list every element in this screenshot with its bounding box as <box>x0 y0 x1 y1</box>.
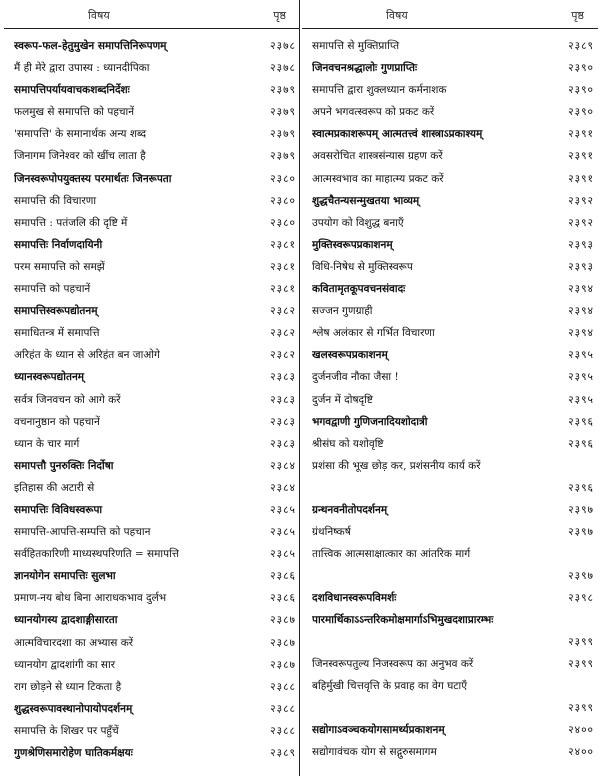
toc-entry <box>302 543 598 587</box>
toc-entry <box>302 499 598 521</box>
toc-entry <box>4 366 300 388</box>
toc-entry <box>4 35 300 57</box>
entry-page-number: २३९० <box>568 62 594 75</box>
toc-entry <box>4 477 300 499</box>
toc-entry <box>4 521 300 543</box>
toc-entry <box>302 123 598 145</box>
entry-page-number: २३८२ <box>270 349 296 362</box>
toc-entry <box>302 212 598 234</box>
entry-page-number: २३८७ <box>270 614 296 627</box>
entry-title: परम समापत्ति को समझें <box>14 260 105 273</box>
entry-page-number: २३९८ <box>568 591 594 604</box>
entry-page-number: २३९९ <box>568 658 594 671</box>
entry-title: समापत्तिः निर्वाणदायिनी <box>14 238 103 251</box>
toc-entry <box>302 168 598 190</box>
entry-page-number: २३८२ <box>270 305 296 318</box>
entry-page-number: २३८० <box>270 194 296 207</box>
entry-title: प्रमाण-नय बोध बिना आराधकभाव दुर्लभ <box>14 592 167 605</box>
entry-page-number: २३८८ <box>270 724 296 737</box>
toc-entry <box>4 300 300 322</box>
entry-page-number: २३८५ <box>270 503 296 516</box>
toc-entry <box>302 609 598 653</box>
page-heading: पृष्ठ <box>273 9 286 22</box>
entry-page-number: २३८८ <box>270 702 296 715</box>
entry-page-number: २३८९ <box>270 747 296 759</box>
toc-entry <box>302 521 598 543</box>
entry-title: सद्योगाऽवञ्चकयोगसामर्थ्यप्रकाशनम् <box>312 724 445 737</box>
entry-page-number: २३८१ <box>270 238 296 251</box>
left-header <box>4 0 300 29</box>
left-entries <box>4 29 300 764</box>
entry-title: ध्यानयोगस्य द्वादशाङ्गीसारता <box>14 614 118 627</box>
entry-title: ग्रन्थनवनीतोपदर्शनम् <box>312 503 388 516</box>
entry-title: राग छोड़ने से ध्यान टिकता है <box>14 680 122 693</box>
entry-page-number: २३८८ <box>270 680 296 693</box>
entry-title: श्रीसंघ को यशोवृष्टि <box>312 437 384 450</box>
entry-page-number: २३८१ <box>270 283 296 296</box>
entry-title: 'समापत्ति' के समानार्थक अन्य शब्द <box>14 128 147 141</box>
entry-page-number: २३९७ <box>568 525 594 538</box>
entry-title: दुर्जन में दोषदृष्टि <box>312 393 373 406</box>
entry-title: भगवद्वाणी गुणिजनादियशोदात्री <box>312 415 428 428</box>
topic-heading: विषय <box>88 9 110 22</box>
entry-page-number: २३८५ <box>270 526 296 539</box>
entry-page-number: २३९७ <box>568 503 594 516</box>
toc-entry <box>4 101 300 123</box>
entry-title: प्रशंसा की भूख छोड़ कर, प्रशंसनीय कार्य करें <box>312 459 481 472</box>
entry-page-number: २३७९ <box>270 84 296 97</box>
toc-entry <box>4 742 300 764</box>
toc-entry <box>4 543 300 565</box>
entry-title: आत्मविचारदशा का अभ्यास करें <box>14 636 134 649</box>
toc-entry <box>4 57 300 79</box>
entry-title: अपने भगवत्स्वरूप को प्रकट करें <box>312 106 435 119</box>
toc-entry <box>302 587 598 609</box>
entry-page-number: २३९५ <box>568 371 594 384</box>
toc-entry <box>4 632 300 654</box>
toc-entry <box>4 654 300 676</box>
toc-entry <box>302 57 598 79</box>
entry-page-number: २३८९ <box>568 40 594 52</box>
entry-title: मुक्तिस्वरूपप्रकाशनम् <box>312 238 393 251</box>
toc-entry <box>302 234 598 256</box>
entry-title: दुर्जनजीव नौका जैसा ! <box>312 371 399 384</box>
entry-title: समापत्तिः विविधस्वरूपा <box>14 503 103 516</box>
entry-title: जिनस्वरूपतुल्य निजस्वरूप का अनुभव करें <box>312 658 474 671</box>
entry-page-number: २३८३ <box>270 371 296 384</box>
toc-entry <box>4 190 300 212</box>
entry-page-number: २३९१ <box>568 150 594 163</box>
entry-title: तात्त्विक आत्मसाक्षात्कार का आंतरिक मार्ग <box>312 547 471 560</box>
entry-title: मैं ही मेरे द्वारा उपास्य : ध्यानदीपिका <box>14 62 150 75</box>
toc-entry <box>302 719 598 741</box>
entry-page-number: २४०० <box>568 724 594 737</box>
entry-page-number: २३७८ <box>270 62 296 75</box>
toc-entry <box>4 676 300 698</box>
toc-entry <box>302 455 598 499</box>
entry-page-number: २३९० <box>568 84 594 97</box>
entry-title: समापत्तिस्वरूपद्योतनम् <box>14 305 98 318</box>
entry-page-number: २३९४ <box>568 305 594 318</box>
toc-entry <box>4 698 300 720</box>
toc-entry <box>302 190 598 212</box>
entry-page-number: २३८३ <box>270 437 296 450</box>
left-column <box>4 0 300 776</box>
entry-title: समापत्तौ पुनरुक्तिः निर्दोषा <box>14 459 114 472</box>
entry-title: दशविधानस्वरूपविमर्शः <box>312 591 397 604</box>
right-header <box>302 0 598 29</box>
toc-entry <box>302 433 598 455</box>
entry-title: ध्यान के चार मार्ग <box>14 437 80 450</box>
toc-entry <box>4 256 300 278</box>
page-heading: पृष्ठ <box>571 9 584 22</box>
entry-page-number: २३८६ <box>270 570 296 583</box>
entry-title: खलस्वरूपप्रकाशनम् <box>312 349 388 362</box>
entry-page-number: २३९२ <box>568 194 594 207</box>
entry-title: सर्वत्र जिनवचन को आगे करें <box>14 393 121 406</box>
entry-page-number: २३९५ <box>568 349 594 362</box>
entry-title: बहिर्मुखी चित्तवृत्ति के प्रवाह का वेग घटाएँ <box>312 680 468 693</box>
entry-title: सर्वहितकारिणी माध्यस्थपरिणति = समापत्ति <box>14 548 180 561</box>
entry-title: उपयोग को विशुद्ध बनाएँ <box>312 216 404 229</box>
entry-page-number: २३८३ <box>270 415 296 428</box>
entry-title: समापत्ति को पहचानें <box>14 283 91 296</box>
toc-entry <box>302 741 598 763</box>
entry-title: समापत्तिपर्यायवाचकशब्दनिर्देशः <box>14 84 130 97</box>
toc-entry <box>4 609 300 631</box>
toc-entry <box>302 675 598 719</box>
entry-title: आत्मस्वभाव का माहात्म्य प्रकट करें <box>312 172 444 185</box>
entry-page-number: २३७९ <box>270 106 296 119</box>
toc-entry <box>4 234 300 256</box>
entry-title: ग्रंथनिष्कर्ष <box>312 525 351 538</box>
entry-title: समापत्ति-आपत्ति-सम्पत्ति को पहचान <box>14 526 151 539</box>
entry-title: स्वरूप-फल-हेतुमुखेन समापत्तिनिरूपणम् <box>14 40 167 52</box>
entry-title: गुणश्रेणिसमारोहेण घातिकर्मक्षयः <box>14 747 133 759</box>
entry-page-number: २३९६ <box>568 481 594 494</box>
entry-title: सद्योगावंचक योग से सद्गुरुसमागम <box>312 746 437 759</box>
entry-page-number: २३९४ <box>568 327 594 340</box>
entry-page-number: २३८६ <box>270 592 296 605</box>
toc-entry <box>4 499 300 521</box>
entry-page-number: २३९३ <box>568 260 594 273</box>
toc-entry <box>4 587 300 609</box>
entry-page-number: २३८२ <box>270 327 296 340</box>
topic-heading: विषय <box>386 9 408 22</box>
entry-title: समापत्ति द्वारा शुक्लध्यान कर्मनाशक <box>312 84 447 97</box>
entry-title: ज्ञानयोगेन समापत्तिः सुलभा <box>14 570 116 583</box>
entry-page-number: २३८४ <box>270 459 296 472</box>
toc-entry <box>4 411 300 433</box>
entry-page-number: २३९० <box>568 106 594 119</box>
entry-page-number: २३९९ <box>568 636 594 649</box>
entry-title: शुद्धचैतन्यसन्मुखतया भाव्यम् <box>312 194 420 207</box>
toc-entry <box>302 278 598 300</box>
toc-entry <box>4 322 300 344</box>
entry-title: पारमार्थिकाऽऽन्तरिकमोक्षमार्गाऽभिमुखदशाप्रारम्भः <box>312 614 494 627</box>
right-entries <box>302 29 598 763</box>
toc-entry <box>302 101 598 123</box>
toc-entry <box>4 720 300 742</box>
entry-title: समापत्ति के शिखर पर पहुँचें <box>14 724 119 737</box>
entry-page-number: २३९७ <box>568 569 594 582</box>
entry-page-number: २३९३ <box>568 238 594 251</box>
entry-page-number: २३९६ <box>568 415 594 428</box>
entry-page-number: २३९१ <box>568 172 594 185</box>
entry-title: कवितामृतकूपवचनसंवादः <box>312 283 406 296</box>
entry-title: समापत्ति से मुक्तिप्राप्ति <box>312 40 400 52</box>
toc-entry <box>302 35 598 57</box>
right-column <box>302 0 598 776</box>
entry-page-number: २३७९ <box>270 150 296 163</box>
toc-entry <box>302 344 598 366</box>
toc-entry <box>302 389 598 411</box>
entry-page-number: २३८० <box>270 216 296 229</box>
entry-title: विधि-निषेध से मुक्तिस्वरूप <box>312 260 413 273</box>
entry-title: समाधितन्त्र में समापत्ति <box>14 327 100 340</box>
entry-title: जिनस्वरूपोपयुक्तस्य परमार्थतः जिनरूपता <box>14 172 172 185</box>
entry-page-number: २३९६ <box>568 437 594 450</box>
entry-page-number: २३८३ <box>270 393 296 406</box>
entry-title: शुद्धस्वरूपावस्थानोपायोपदर्शनम् <box>14 702 133 715</box>
toc-entry <box>302 322 598 344</box>
entry-page-number: २३८० <box>270 172 296 185</box>
entry-page-number: २३७८ <box>270 40 296 52</box>
toc-entry <box>4 565 300 587</box>
entry-title: ध्यानस्वरूपद्योतनम् <box>14 371 85 384</box>
entry-page-number: २३९४ <box>568 283 594 296</box>
entry-page-number: २३९५ <box>568 393 594 406</box>
toc-entry <box>302 300 598 322</box>
entry-title: अवसरोचित शास्त्रसंन्यास ग्रहण करें <box>312 150 443 163</box>
toc-entry <box>4 168 300 190</box>
toc-entry <box>4 79 300 101</box>
toc-entry <box>4 278 300 300</box>
entry-title: ध्यानयोग द्वादशांगी का सार <box>14 658 116 671</box>
toc-entry <box>302 79 598 101</box>
entry-page-number: २४०० <box>568 746 594 759</box>
toc-entry <box>4 389 300 411</box>
entry-title: फलमुख से समापत्ति को पहचानें <box>14 106 135 119</box>
entry-title: अरिहंत के ध्यान से अरिहंत बन जाओगे <box>14 349 160 362</box>
toc-entry <box>302 145 598 167</box>
toc-entry <box>302 256 598 278</box>
entry-title: समापत्ति : पतंजलि की दृष्टि में <box>14 216 128 229</box>
entry-title: श्लेष अलंकार से गर्भित विचारणा <box>312 327 435 340</box>
entry-title: समापत्ति की विचारणा <box>14 194 97 207</box>
entry-page-number: २३७९ <box>270 128 296 141</box>
toc-entry <box>4 344 300 366</box>
toc-entry <box>4 123 300 145</box>
entry-page-number: २३८७ <box>270 658 296 671</box>
toc-entry <box>4 212 300 234</box>
entry-page-number: २३९२ <box>568 216 594 229</box>
entry-title: स्वात्मप्रकाशरूपम् आत्मतत्त्वं शास्त्राऽप्रकाश्यम् <box>312 128 483 141</box>
entry-page-number: २३८१ <box>270 260 296 273</box>
entry-page-number: २३८४ <box>270 481 296 494</box>
entry-title: वचनानुष्ठान को पहचानें <box>14 415 100 428</box>
entry-title: जिनवचनश्रद्धालोः गुणप्राप्तिः <box>312 62 418 75</box>
toc-entry <box>302 411 598 433</box>
toc-entry <box>4 455 300 477</box>
entry-page-number: २३९१ <box>568 128 594 141</box>
entry-page-number: २३८७ <box>270 636 296 649</box>
entry-title: इतिहास की अटारी से <box>14 481 95 494</box>
toc-entry <box>4 433 300 455</box>
entry-title: जिनागम जिनेश्वर को खींच लाता है <box>14 150 146 163</box>
entry-title: सज्जन गुणग्राही <box>312 305 373 318</box>
entry-page-number: २३८५ <box>270 548 296 561</box>
toc-entry <box>302 366 598 388</box>
entry-page-number: २३९९ <box>568 702 594 715</box>
toc-entry <box>302 653 598 675</box>
toc-entry <box>4 145 300 167</box>
